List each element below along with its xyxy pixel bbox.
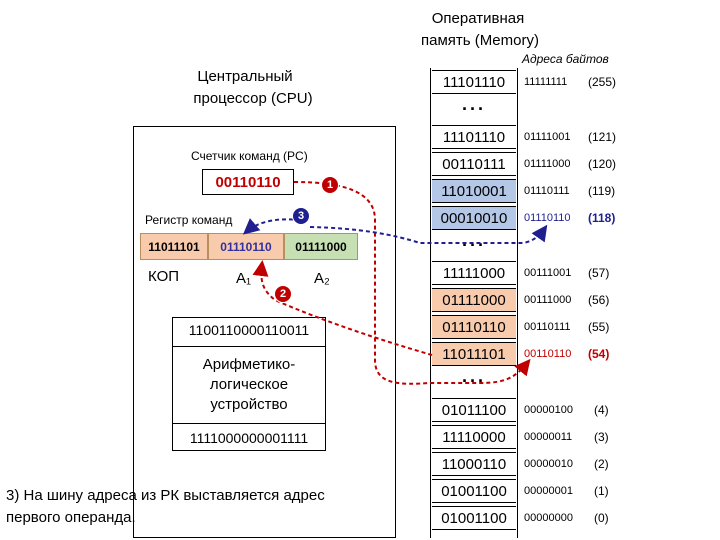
memory-cell-255: 11101110 xyxy=(432,70,516,94)
memory-cell-1: 01001100 xyxy=(432,479,516,503)
memory-ellipsis-3: ··· xyxy=(462,371,486,391)
memory-title-line1: Оперативная xyxy=(431,10,525,27)
memory-ellipsis-1: ··· xyxy=(462,99,486,119)
memory-cell-54: 11011101 xyxy=(432,342,516,366)
pc-register: 00110110 xyxy=(202,169,294,195)
address-bin-118: 01110110 xyxy=(524,212,571,224)
address-bin-119: 01110111 xyxy=(524,185,570,197)
memory-cell-118: 00010010 xyxy=(432,206,516,230)
cpu-title-line2: процессор (CPU) xyxy=(193,90,313,107)
address-dec-54: (54) xyxy=(588,347,610,361)
address-dec-120: (120) xyxy=(588,157,617,171)
alu-line1: Арифметико- xyxy=(202,356,296,373)
ir-field-a1: 01110110 xyxy=(208,233,284,260)
memory-cell-57: 11111000 xyxy=(432,261,516,285)
address-dec-2: (2) xyxy=(594,457,609,471)
memory-cell-3: 11110000 xyxy=(432,425,516,449)
address-bin-121: 01111001 xyxy=(524,131,571,143)
alu-line3: устройство xyxy=(210,396,288,413)
step-badge-3: 3 xyxy=(292,207,310,225)
address-dec-56: (56) xyxy=(588,293,610,307)
address-bin-55: 00110111 xyxy=(524,321,571,333)
address-dec-121: (121) xyxy=(588,130,617,144)
alu-bottom-register: 1111000000001111 xyxy=(189,430,309,446)
address-header: Адреса байтов xyxy=(522,52,609,66)
address-dec-55: (55) xyxy=(588,320,610,334)
address-bin-57: 00111001 xyxy=(524,267,572,279)
address-dec-255: (255) xyxy=(588,75,617,89)
memory-cell-0: 01001100 xyxy=(432,506,516,530)
memory-ellipsis-2: ··· xyxy=(462,235,486,255)
alu-top-register: 1100110000110011 xyxy=(188,322,310,338)
memory-cell-55: 01110110 xyxy=(432,315,516,339)
memory-cell-121: 11101110 xyxy=(432,125,516,149)
address-dec-57: (57) xyxy=(588,266,610,280)
field-label-a1: A₁ xyxy=(236,270,252,287)
address-bin-3: 00000011 xyxy=(524,431,573,443)
arrow-a1-to-ir xyxy=(246,219,300,232)
address-bin-2: 00000010 xyxy=(524,458,573,470)
memory-cell-119: 11010001 xyxy=(432,179,516,203)
field-label-opcode: КОП xyxy=(148,268,180,285)
address-dec-3: (3) xyxy=(594,430,609,444)
step-badge-1: 1 xyxy=(321,176,339,194)
memory-cell-2: 11000110 xyxy=(432,452,516,476)
arrow-pc-to-memory xyxy=(294,182,528,384)
caption-line2: первого операнда. xyxy=(6,509,136,526)
ir-field-opcode: 11011101 xyxy=(140,233,208,260)
address-bin-4: 00000100 xyxy=(524,404,573,416)
address-dec-4: (4) xyxy=(594,403,609,417)
step-caption xyxy=(6,485,406,529)
address-dec-1: (1) xyxy=(594,484,609,498)
step-badge-2: 2 xyxy=(274,285,292,303)
pc-label: Счетчик команд (PC) xyxy=(191,149,308,163)
memory-cell-4: 01011100 xyxy=(432,398,516,422)
address-dec-119: (119) xyxy=(588,184,616,198)
address-bin-56: 00111000 xyxy=(524,294,572,306)
memory-title-line2: память (Memory) xyxy=(421,32,539,49)
arrow-memory-to-ir xyxy=(261,264,432,355)
alu-line2: логическое xyxy=(209,376,289,393)
arrow-a1-to-address xyxy=(310,227,545,243)
memory-cell-120: 00110111 xyxy=(432,152,516,176)
ir-field-a2: 01111000 xyxy=(284,233,358,260)
cpu-title-line1: Центральный xyxy=(197,68,293,85)
ir-label: Регистр команд xyxy=(145,213,233,227)
address-bin-1: 00000001 xyxy=(524,485,573,497)
address-bin-0: 00000000 xyxy=(524,512,573,524)
field-label-a2: A₂ xyxy=(314,270,330,287)
address-bin-120: 01111000 xyxy=(524,158,571,170)
address-bin-54: 00110110 xyxy=(524,348,572,360)
memory-cell-56: 01111000 xyxy=(432,288,516,312)
address-bin-255: 11111111 xyxy=(524,76,568,88)
address-dec-0: (0) xyxy=(594,511,609,525)
address-dec-118: (118) xyxy=(588,211,616,225)
caption-line1: 3) На шину адреса из РК выставляется адрес xyxy=(6,487,325,504)
